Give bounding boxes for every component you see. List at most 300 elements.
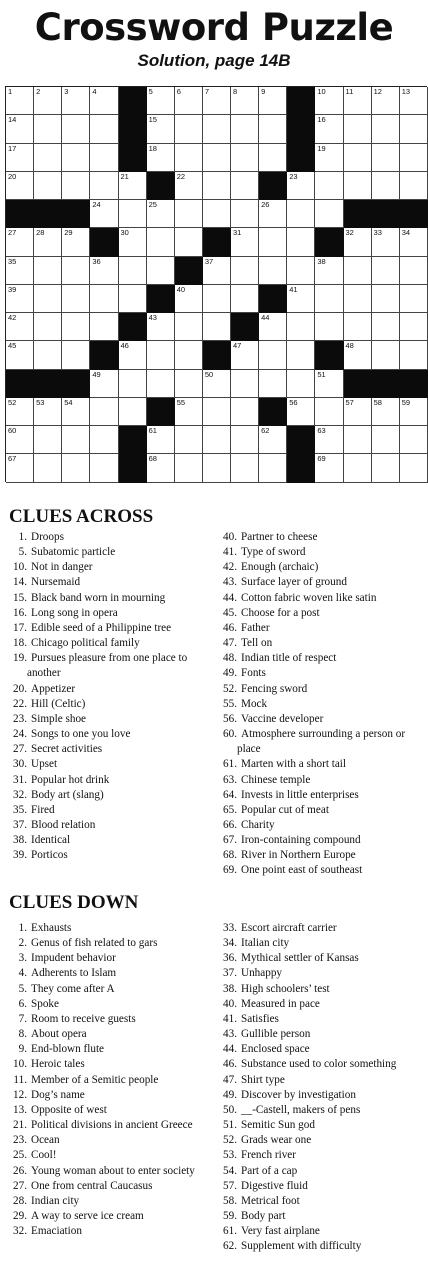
- grid-cell[interactable]: [259, 426, 287, 454]
- clue-number: 26.: [13, 1164, 27, 1177]
- grid-cell[interactable]: [6, 144, 34, 172]
- grid-cell[interactable]: [372, 257, 400, 285]
- across-clue: [218, 606, 426, 621]
- grid-cell[interactable]: [400, 172, 428, 200]
- clue-number: 4.: [18, 967, 27, 980]
- grid-cell[interactable]: [231, 200, 259, 228]
- grid-cell[interactable]: [231, 426, 259, 454]
- grid-cell[interactable]: [34, 144, 62, 172]
- grid-cell[interactable]: [203, 115, 231, 143]
- grid-cell[interactable]: [175, 200, 203, 228]
- grid-block: [344, 370, 372, 398]
- grid-cell[interactable]: [400, 426, 428, 454]
- grid-cell[interactable]: [175, 144, 203, 172]
- grid-cell[interactable]: [372, 87, 400, 115]
- clue-text: Escort aircraft carrier: [241, 922, 337, 934]
- grid-cell[interactable]: [147, 426, 175, 454]
- down-clue: [8, 1042, 213, 1057]
- grid-cell[interactable]: [344, 228, 372, 256]
- grid-cell[interactable]: [259, 115, 287, 143]
- grid-cell[interactable]: [287, 228, 315, 256]
- grid-cell[interactable]: [315, 398, 343, 426]
- grid-cell[interactable]: [90, 87, 118, 115]
- down-clue: [218, 1042, 426, 1057]
- grid-cell[interactable]: [119, 398, 147, 426]
- grid-cell[interactable]: [175, 370, 203, 398]
- grid-cell[interactable]: [203, 426, 231, 454]
- grid-cell[interactable]: [147, 144, 175, 172]
- across-clue: [8, 591, 213, 606]
- clue-number: 10.: [13, 561, 27, 574]
- grid-cell[interactable]: [147, 87, 175, 115]
- grid-cell[interactable]: [6, 228, 34, 256]
- grid-cell[interactable]: [315, 257, 343, 285]
- clue-text: Simple shoe: [31, 712, 87, 725]
- down-clue: [8, 951, 213, 966]
- clue-number: 61: [148, 426, 157, 436]
- clue-number: 58.: [223, 1194, 237, 1207]
- across-clue: [8, 682, 213, 697]
- clue-text: Adherents to Islam: [31, 967, 117, 980]
- grid-cell[interactable]: [315, 87, 343, 115]
- across-clue: [8, 742, 213, 757]
- grid-cell[interactable]: [119, 257, 147, 285]
- grid-cell[interactable]: [231, 370, 259, 398]
- grid-cell[interactable]: [231, 228, 259, 256]
- grid-cell[interactable]: [315, 144, 343, 172]
- grid-cell[interactable]: [90, 454, 118, 482]
- grid-cell[interactable]: [372, 144, 400, 172]
- grid-cell[interactable]: [119, 172, 147, 200]
- grid-cell[interactable]: [203, 87, 231, 115]
- grid-cell[interactable]: [203, 313, 231, 341]
- grid-cell[interactable]: [175, 398, 203, 426]
- grid-cell[interactable]: [62, 172, 90, 200]
- grid-block: [119, 115, 147, 143]
- grid-cell[interactable]: [400, 341, 428, 369]
- down-clue: [8, 1148, 213, 1163]
- grid-cell[interactable]: [34, 228, 62, 256]
- grid-cell[interactable]: [203, 144, 231, 172]
- down-clue: [8, 1209, 213, 1224]
- clue-number: 45: [8, 341, 17, 351]
- grid-cell[interactable]: [62, 313, 90, 341]
- page-title: Crossword Puzzle: [34, 6, 394, 49]
- grid-cell[interactable]: [175, 285, 203, 313]
- down-clue: [8, 982, 213, 997]
- across-clue: [8, 773, 213, 788]
- down-clue: [8, 966, 213, 981]
- grid-block: [400, 370, 428, 398]
- grid-cell[interactable]: [6, 454, 34, 482]
- clue-text: Body part: [241, 1209, 286, 1222]
- grid-cell[interactable]: [400, 454, 428, 482]
- grid-cell[interactable]: [6, 257, 34, 285]
- clue-number: 14.: [13, 576, 27, 589]
- clue-number: 19: [317, 143, 326, 153]
- clue-number: 26: [261, 200, 270, 210]
- clue-number: 42: [8, 313, 17, 323]
- grid-cell[interactable]: [344, 285, 372, 313]
- grid-cell[interactable]: [62, 257, 90, 285]
- clue-text: Atmosphere surrounding a person or place: [237, 728, 406, 756]
- grid-cell[interactable]: [90, 426, 118, 454]
- grid-cell[interactable]: [6, 398, 34, 426]
- grid-cell[interactable]: [259, 313, 287, 341]
- across-clue: [8, 697, 213, 712]
- grid-block: [259, 172, 287, 200]
- grid-cell[interactable]: [372, 398, 400, 426]
- down-clue: [8, 1164, 213, 1179]
- grid-cell[interactable]: [400, 228, 428, 256]
- grid-cell[interactable]: [259, 257, 287, 285]
- clue-text: Subatomic particle: [31, 546, 116, 559]
- grid-cell[interactable]: [259, 200, 287, 228]
- across-clue: [8, 833, 213, 848]
- grid-cell[interactable]: [344, 341, 372, 369]
- grid-cell[interactable]: [119, 341, 147, 369]
- grid-cell[interactable]: [90, 398, 118, 426]
- grid-cell[interactable]: [147, 228, 175, 256]
- clue-number: 48.: [223, 652, 237, 665]
- grid-cell[interactable]: [315, 370, 343, 398]
- down-clue: [218, 1194, 426, 1209]
- grid-block: [175, 257, 203, 285]
- grid-cell[interactable]: [147, 370, 175, 398]
- clue-text: Opposite of west: [31, 1103, 107, 1116]
- across-clue: [218, 682, 426, 697]
- grid-cell[interactable]: [203, 398, 231, 426]
- grid-cell[interactable]: [147, 341, 175, 369]
- grid-cell[interactable]: [287, 200, 315, 228]
- clue-number: 46: [120, 341, 129, 351]
- grid-cell[interactable]: [90, 144, 118, 172]
- grid-cell[interactable]: [287, 341, 315, 369]
- grid-cell[interactable]: [231, 172, 259, 200]
- clue-text: About opera: [31, 1028, 87, 1041]
- grid-cell[interactable]: [34, 285, 62, 313]
- clue-number: 51: [317, 369, 326, 379]
- clue-number: 64.: [223, 788, 237, 801]
- clue-number: 67.: [223, 834, 237, 847]
- clue-number: 18: [148, 143, 157, 153]
- grid-cell[interactable]: [62, 144, 90, 172]
- grid-cell[interactable]: [175, 454, 203, 482]
- grid-cell[interactable]: [344, 257, 372, 285]
- grid-cell[interactable]: [6, 87, 34, 115]
- grid-cell[interactable]: [315, 200, 343, 228]
- clue-number: 12.: [13, 1088, 27, 1101]
- grid-cell[interactable]: [315, 285, 343, 313]
- clue-number: 56.: [223, 712, 237, 725]
- clue-number: 6: [176, 87, 181, 96]
- grid-block: [344, 200, 372, 228]
- down-clue: [8, 1027, 213, 1042]
- clue-text: Unhappy: [241, 967, 283, 980]
- grid-cell[interactable]: [203, 257, 231, 285]
- clue-number: 60: [8, 426, 17, 436]
- clue-text: Gullible person: [241, 1028, 311, 1041]
- clue-text: French river: [241, 1149, 296, 1162]
- grid-cell[interactable]: [372, 426, 400, 454]
- grid-cell[interactable]: [90, 257, 118, 285]
- clue-text: Black band worn in mourning: [31, 591, 166, 604]
- grid-cell[interactable]: [90, 172, 118, 200]
- clue-number: 2.: [18, 937, 27, 950]
- grid-cell[interactable]: [90, 313, 118, 341]
- grid-cell[interactable]: [90, 370, 118, 398]
- grid-cell[interactable]: [34, 172, 62, 200]
- clue-number: 45.: [223, 606, 237, 619]
- grid-cell[interactable]: [175, 87, 203, 115]
- grid-cell[interactable]: [6, 426, 34, 454]
- grid-cell[interactable]: [315, 426, 343, 454]
- grid-cell[interactable]: [372, 341, 400, 369]
- clue-text: Room to receive guests: [31, 1012, 136, 1025]
- across-clue: [218, 666, 426, 681]
- grid-cell[interactable]: [372, 285, 400, 313]
- grid-cell[interactable]: [175, 172, 203, 200]
- grid-cell[interactable]: [231, 341, 259, 369]
- grid-cell[interactable]: [175, 313, 203, 341]
- grid-cell[interactable]: [34, 341, 62, 369]
- grid-cell[interactable]: [315, 115, 343, 143]
- clue-number: 16: [317, 115, 326, 125]
- grid-cell[interactable]: [34, 87, 62, 115]
- grid-cell[interactable]: [259, 454, 287, 482]
- grid-cell[interactable]: [259, 370, 287, 398]
- clue-number: 15.: [13, 591, 27, 604]
- grid-cell[interactable]: [147, 115, 175, 143]
- grid-cell[interactable]: [175, 115, 203, 143]
- grid-cell[interactable]: [231, 115, 259, 143]
- clue-number: 41.: [223, 1012, 237, 1025]
- grid-cell[interactable]: [372, 115, 400, 143]
- clue-number: 20: [8, 171, 17, 181]
- grid-cell[interactable]: [344, 426, 372, 454]
- grid-cell[interactable]: [231, 144, 259, 172]
- down-clue: [218, 1164, 426, 1179]
- clue-text: Part of a cap: [241, 1164, 298, 1177]
- clue-number: 25: [148, 200, 157, 210]
- grid-cell[interactable]: [231, 398, 259, 426]
- grid-cell[interactable]: [119, 285, 147, 313]
- grid-cell[interactable]: [90, 200, 118, 228]
- grid-cell[interactable]: [203, 285, 231, 313]
- across-clue: [218, 727, 426, 757]
- clue-text: One from central Caucasus: [31, 1179, 153, 1192]
- clue-number: 19.: [13, 652, 27, 665]
- grid-cell[interactable]: [34, 398, 62, 426]
- grid-cell[interactable]: [372, 228, 400, 256]
- grid-cell[interactable]: [400, 144, 428, 172]
- grid-cell[interactable]: [231, 454, 259, 482]
- clue-text: Edible seed of a Philippine tree: [31, 621, 172, 634]
- down-clue: [218, 1133, 426, 1148]
- clue-number: 29: [64, 228, 73, 238]
- clue-number: 41.: [223, 546, 237, 559]
- clue-number: 13: [401, 87, 411, 96]
- clue-number: 21.: [13, 1119, 27, 1132]
- across-clue: [8, 818, 213, 833]
- grid-cell[interactable]: [119, 200, 147, 228]
- grid-cell[interactable]: [175, 341, 203, 369]
- clue-number: 54: [64, 397, 73, 407]
- across-clues-left: [8, 530, 213, 863]
- clue-number: 54.: [223, 1164, 237, 1177]
- grid-cell[interactable]: [62, 285, 90, 313]
- grid-cell[interactable]: [147, 313, 175, 341]
- across-clue: [8, 757, 213, 772]
- grid-cell[interactable]: [6, 172, 34, 200]
- grid-cell[interactable]: [400, 115, 428, 143]
- grid-cell[interactable]: [259, 144, 287, 172]
- clue-number: 27.: [13, 1179, 27, 1192]
- grid-block: [119, 454, 147, 482]
- grid-block: [372, 370, 400, 398]
- grid-cell[interactable]: [34, 115, 62, 143]
- grid-cell[interactable]: [62, 115, 90, 143]
- grid-cell[interactable]: [400, 87, 428, 115]
- grid-cell[interactable]: [400, 257, 428, 285]
- grid-cell[interactable]: [62, 454, 90, 482]
- across-clue: [8, 545, 213, 560]
- grid-cell[interactable]: [344, 115, 372, 143]
- grid-cell[interactable]: [90, 115, 118, 143]
- clue-text: Ocean: [31, 1134, 60, 1147]
- grid-cell[interactable]: [400, 398, 428, 426]
- grid-cell[interactable]: [203, 172, 231, 200]
- grid-cell[interactable]: [119, 228, 147, 256]
- clue-number: 67: [8, 454, 17, 464]
- grid-cell[interactable]: [287, 285, 315, 313]
- grid-cell[interactable]: [6, 313, 34, 341]
- across-clue: [8, 712, 213, 727]
- clue-text: Discover by investigation: [241, 1088, 356, 1101]
- grid-cell[interactable]: [34, 257, 62, 285]
- grid-cell[interactable]: [203, 454, 231, 482]
- across-clue: [8, 788, 213, 803]
- grid-cell[interactable]: [372, 454, 400, 482]
- grid-cell[interactable]: [62, 426, 90, 454]
- clue-text: Fired: [31, 803, 55, 816]
- down-clue: [218, 982, 426, 997]
- grid-cell[interactable]: [287, 172, 315, 200]
- down-clue: [218, 1118, 426, 1133]
- grid-cell[interactable]: [344, 87, 372, 115]
- clue-number: 57.: [223, 1179, 237, 1192]
- grid-block: [372, 200, 400, 228]
- grid-cell[interactable]: [259, 341, 287, 369]
- clue-number: 36: [92, 256, 101, 266]
- grid-cell[interactable]: [259, 87, 287, 115]
- grid-cell[interactable]: [400, 285, 428, 313]
- grid-cell[interactable]: [34, 426, 62, 454]
- grid-cell[interactable]: [6, 341, 34, 369]
- down-clue: [8, 1073, 213, 1088]
- clue-text: Impudent behavior: [31, 952, 116, 965]
- grid-cell[interactable]: [62, 228, 90, 256]
- grid-cell[interactable]: [287, 398, 315, 426]
- grid-cell[interactable]: [344, 172, 372, 200]
- grid-cell[interactable]: [344, 454, 372, 482]
- grid-cell[interactable]: [231, 285, 259, 313]
- clue-text: Political divisions in ancient Greece: [31, 1119, 193, 1132]
- grid-cell[interactable]: [34, 313, 62, 341]
- grid-cell[interactable]: [231, 257, 259, 285]
- clue-text: Appetizer: [31, 682, 76, 695]
- grid-block: [287, 454, 315, 482]
- clue-number: 15: [148, 115, 157, 125]
- clue-text: Choose for a post: [241, 606, 320, 619]
- grid-cell[interactable]: [62, 341, 90, 369]
- clue-text: Metrical foot: [241, 1194, 300, 1207]
- grid-cell[interactable]: [203, 200, 231, 228]
- down-clue: [8, 1012, 213, 1027]
- clue-number: 14: [8, 115, 17, 125]
- grid-cell[interactable]: [315, 172, 343, 200]
- grid-cell[interactable]: [287, 370, 315, 398]
- clue-number: 5.: [18, 546, 27, 559]
- grid-cell[interactable]: [400, 313, 428, 341]
- grid-cell[interactable]: [315, 454, 343, 482]
- grid-cell[interactable]: [147, 454, 175, 482]
- clue-number: 11.: [13, 1073, 27, 1086]
- grid-cell[interactable]: [175, 426, 203, 454]
- down-clues-left: [8, 921, 213, 1239]
- clue-number: 49.: [223, 1088, 237, 1101]
- clue-text: Identical: [31, 834, 71, 847]
- grid-cell[interactable]: [119, 370, 147, 398]
- grid-cell[interactable]: [372, 313, 400, 341]
- clue-text: Iron-containing compound: [241, 834, 361, 847]
- across-clue: [218, 621, 426, 636]
- grid-cell[interactable]: [231, 87, 259, 115]
- grid-cell[interactable]: [147, 257, 175, 285]
- clue-number: 1.: [18, 531, 27, 543]
- grid-block: [400, 200, 428, 228]
- clue-text: Chinese temple: [241, 773, 311, 786]
- clue-text: Tell on: [241, 637, 273, 650]
- grid-cell[interactable]: [287, 313, 315, 341]
- grid-cell[interactable]: [147, 200, 175, 228]
- grid-cell[interactable]: [315, 313, 343, 341]
- clue-text: One point east of southeast: [241, 864, 363, 877]
- grid-cell[interactable]: [287, 257, 315, 285]
- grid-cell[interactable]: [344, 313, 372, 341]
- grid-cell[interactable]: [259, 228, 287, 256]
- clue-number: 59.: [223, 1209, 237, 1222]
- clue-number: 36.: [223, 952, 237, 965]
- grid-cell[interactable]: [34, 454, 62, 482]
- grid-cell[interactable]: [6, 285, 34, 313]
- grid-cell[interactable]: [175, 228, 203, 256]
- grid-cell[interactable]: [62, 398, 90, 426]
- clue-number: 46.: [223, 621, 237, 634]
- grid-cell[interactable]: [62, 87, 90, 115]
- grid-cell[interactable]: [372, 172, 400, 200]
- across-clue: [218, 636, 426, 651]
- grid-cell[interactable]: [90, 285, 118, 313]
- clue-number: 37.: [223, 967, 237, 980]
- grid-cell[interactable]: [6, 115, 34, 143]
- grid-cell[interactable]: [344, 144, 372, 172]
- across-clue: [8, 560, 213, 575]
- down-clues-right: [218, 921, 426, 1254]
- grid-cell[interactable]: [344, 398, 372, 426]
- clue-text: High schoolers’ test: [241, 982, 330, 995]
- grid-cell[interactable]: [203, 370, 231, 398]
